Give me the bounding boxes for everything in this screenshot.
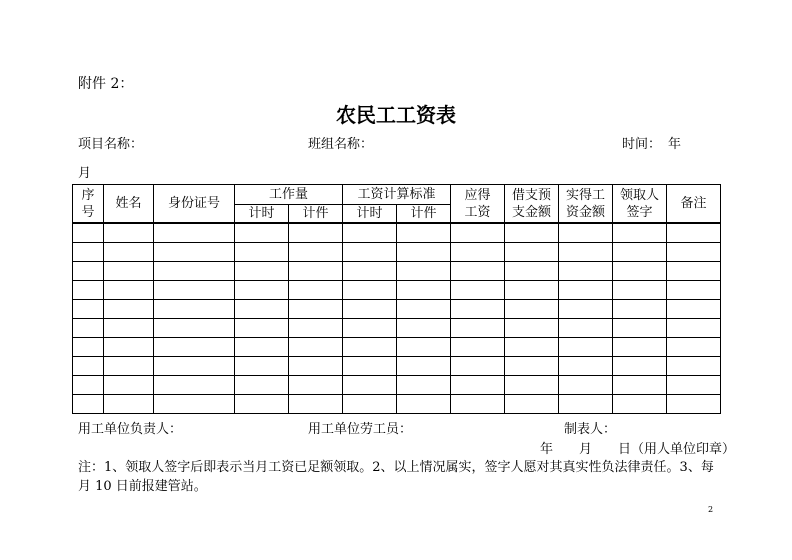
table-cell[interactable] (397, 281, 451, 300)
table-cell[interactable] (559, 357, 613, 376)
table-cell[interactable] (451, 395, 505, 414)
table-cell[interactable] (667, 319, 721, 338)
table-cell[interactable] (397, 338, 451, 357)
year-label: 年 (668, 137, 682, 152)
header-workload-time: 计时 (235, 205, 289, 224)
table-cell[interactable] (451, 319, 505, 338)
table-cell[interactable] (289, 300, 343, 319)
table-cell[interactable] (559, 300, 613, 319)
table-row (73, 319, 721, 338)
table-cell[interactable] (505, 243, 559, 262)
table-row (73, 338, 721, 357)
table-cell[interactable] (154, 338, 235, 357)
table-cell[interactable] (505, 319, 559, 338)
table-cell[interactable] (505, 300, 559, 319)
header-seq (73, 185, 104, 224)
table-cell[interactable] (343, 319, 397, 338)
table-cell[interactable] (289, 243, 343, 262)
table-cell[interactable] (451, 281, 505, 300)
header-workload: 工作量 (235, 185, 343, 205)
table-cell[interactable] (73, 300, 104, 319)
table-cell[interactable] (559, 395, 613, 414)
table-cell[interactable] (559, 319, 613, 338)
header-remarks: 备注 (667, 185, 721, 224)
table-cell[interactable] (667, 376, 721, 395)
table-body (73, 223, 721, 414)
time-label: 时间： (622, 137, 662, 152)
table-cell[interactable] (343, 243, 397, 262)
table-cell[interactable] (451, 262, 505, 281)
table-cell[interactable] (505, 223, 559, 243)
table-cell[interactable] (613, 319, 667, 338)
header-advance (505, 185, 559, 224)
table-cell[interactable] (73, 262, 104, 281)
table-row (73, 262, 721, 281)
table-cell[interactable] (154, 357, 235, 376)
table-row (73, 357, 721, 376)
table-cell[interactable] (289, 376, 343, 395)
table-cell[interactable] (343, 395, 397, 414)
table-cell[interactable] (73, 223, 104, 243)
wage-table (72, 184, 721, 414)
table-cell[interactable] (235, 262, 289, 281)
table-cell[interactable] (235, 338, 289, 357)
table-cell[interactable] (104, 319, 154, 338)
header-wage-due (451, 185, 505, 224)
header-wage-due-top: 应得 (464, 187, 491, 203)
header-recipient-sign-top: 领取人 (620, 187, 660, 203)
header-id-number: 身份证号 (154, 185, 235, 224)
table-cell[interactable] (104, 262, 154, 281)
table-row (73, 395, 721, 414)
table-cell[interactable] (613, 395, 667, 414)
table-cell[interactable] (559, 262, 613, 281)
header-actual-wage-bottom: 资金额 (566, 204, 606, 220)
table-cell[interactable] (73, 376, 104, 395)
table-cell[interactable] (154, 319, 235, 338)
table-cell[interactable] (667, 300, 721, 319)
footnote: 注：1、领取人签字后即表示当月工资已足额领取。2、以上情况属实，签字人愿对其真实性负法律责任。3、每月 10 日前报建管站。 (78, 460, 714, 494)
table-cell[interactable] (154, 281, 235, 300)
table-cell[interactable] (505, 262, 559, 281)
table-cell[interactable] (343, 262, 397, 281)
table-cell[interactable] (104, 357, 154, 376)
table-cell[interactable] (104, 395, 154, 414)
table-cell[interactable] (289, 357, 343, 376)
header-wage-standard: 工资计算标准 (343, 185, 451, 205)
table-cell[interactable] (613, 281, 667, 300)
table-cell[interactable] (451, 338, 505, 357)
table-cell[interactable] (667, 262, 721, 281)
table-cell[interactable] (451, 376, 505, 395)
header-advance-bottom: 支金额 (512, 204, 552, 220)
table-cell[interactable] (235, 395, 289, 414)
table-cell[interactable] (397, 357, 451, 376)
table-cell[interactable] (343, 223, 397, 243)
table-cell[interactable] (235, 281, 289, 300)
month-label: 月 (78, 166, 92, 181)
table-cell[interactable] (451, 243, 505, 262)
table-cell[interactable] (613, 338, 667, 357)
header-workload-piece: 计件 (289, 205, 343, 224)
table-cell[interactable] (613, 357, 667, 376)
header-actual-wage-top: 实得工 (566, 187, 606, 203)
header-standard-time: 计时 (343, 205, 397, 224)
table-cell[interactable] (559, 281, 613, 300)
header-recipient-sign-bottom: 签字 (626, 204, 653, 220)
table-cell[interactable] (235, 243, 289, 262)
attachment-label: 附件 2： (78, 76, 134, 92)
table-cell[interactable] (559, 243, 613, 262)
header-recipient-sign (613, 185, 667, 224)
table-cell[interactable] (104, 300, 154, 319)
table-cell[interactable] (397, 395, 451, 414)
table-cell[interactable] (397, 223, 451, 243)
table-row (73, 376, 721, 395)
table-cell[interactable] (104, 281, 154, 300)
table-cell[interactable] (505, 376, 559, 395)
table-cell[interactable] (73, 243, 104, 262)
table-cell[interactable] (154, 376, 235, 395)
table-cell[interactable] (73, 319, 104, 338)
table-cell[interactable] (343, 338, 397, 357)
table-cell[interactable] (667, 395, 721, 414)
table-cell[interactable] (73, 395, 104, 414)
table-cell[interactable] (104, 338, 154, 357)
table-cell[interactable] (451, 357, 505, 376)
table-cell[interactable] (289, 223, 343, 243)
table-cell[interactable] (559, 338, 613, 357)
table-row (73, 223, 721, 243)
table-cell[interactable] (104, 243, 154, 262)
table-cell[interactable] (613, 376, 667, 395)
table-cell[interactable] (235, 300, 289, 319)
labor-officer-label: 用工单位劳工员： (308, 422, 413, 437)
table-cell[interactable] (289, 262, 343, 281)
table-cell[interactable] (235, 223, 289, 243)
table-cell[interactable] (667, 281, 721, 300)
table-cell[interactable] (397, 262, 451, 281)
table-cell[interactable] (397, 243, 451, 262)
header-name: 姓名 (104, 185, 154, 224)
table-cell[interactable] (451, 300, 505, 319)
header-wage-due-bottom: 工资 (464, 204, 491, 220)
table-cell[interactable] (667, 243, 721, 262)
table-cell[interactable] (397, 376, 451, 395)
table-cell[interactable] (289, 338, 343, 357)
table-cell[interactable] (505, 281, 559, 300)
table-maker-label: 制表人： (564, 422, 617, 437)
table-cell[interactable] (505, 395, 559, 414)
table-cell[interactable] (505, 357, 559, 376)
table-cell[interactable] (235, 376, 289, 395)
project-name-label: 项目名称： (78, 137, 144, 152)
page-number: 2 (708, 505, 714, 514)
table-row (73, 243, 721, 262)
table-cell[interactable] (397, 319, 451, 338)
header-seq-bottom: 号 (81, 204, 95, 220)
table-cell[interactable] (667, 338, 721, 357)
table-cell[interactable] (154, 395, 235, 414)
table-cell[interactable] (154, 300, 235, 319)
table-cell[interactable] (289, 281, 343, 300)
table-cell[interactable] (451, 223, 505, 243)
header-actual-wage (559, 185, 613, 224)
table-cell[interactable] (289, 319, 343, 338)
table-cell[interactable] (613, 243, 667, 262)
table-cell[interactable] (289, 395, 343, 414)
table-cell[interactable] (559, 376, 613, 395)
table-cell[interactable] (667, 357, 721, 376)
table-cell[interactable] (343, 300, 397, 319)
table-cell[interactable] (104, 376, 154, 395)
table-cell[interactable] (613, 300, 667, 319)
employer-head-label: 用工单位负责人： (78, 422, 183, 437)
header-standard-piece: 计件 (397, 205, 451, 224)
table-cell[interactable] (235, 319, 289, 338)
table-cell[interactable] (343, 281, 397, 300)
table-cell[interactable] (667, 223, 721, 243)
table-cell[interactable] (73, 338, 104, 357)
table-cell[interactable] (613, 223, 667, 243)
table-cell[interactable] (559, 223, 613, 243)
table-cell[interactable] (397, 300, 451, 319)
header-seq-top: 序 (81, 187, 95, 203)
table-row (73, 300, 721, 319)
header-advance-top: 借支预 (512, 187, 552, 203)
table-cell[interactable] (343, 357, 397, 376)
table-cell[interactable] (154, 223, 235, 243)
table-cell[interactable] (343, 376, 397, 395)
table-cell[interactable] (505, 338, 559, 357)
table-cell[interactable] (235, 357, 289, 376)
table-cell[interactable] (73, 281, 104, 300)
page-title: 农民工工资表 (336, 103, 456, 127)
table-cell[interactable] (73, 357, 104, 376)
table-cell[interactable] (154, 262, 235, 281)
table-cell[interactable] (154, 243, 235, 262)
table-cell[interactable] (613, 262, 667, 281)
table-row (73, 281, 721, 300)
date-seal-line: 年 月 日（用人单位印章） (540, 442, 736, 457)
team-name-label: 班组名称： (308, 137, 374, 152)
table-cell[interactable] (104, 223, 154, 243)
